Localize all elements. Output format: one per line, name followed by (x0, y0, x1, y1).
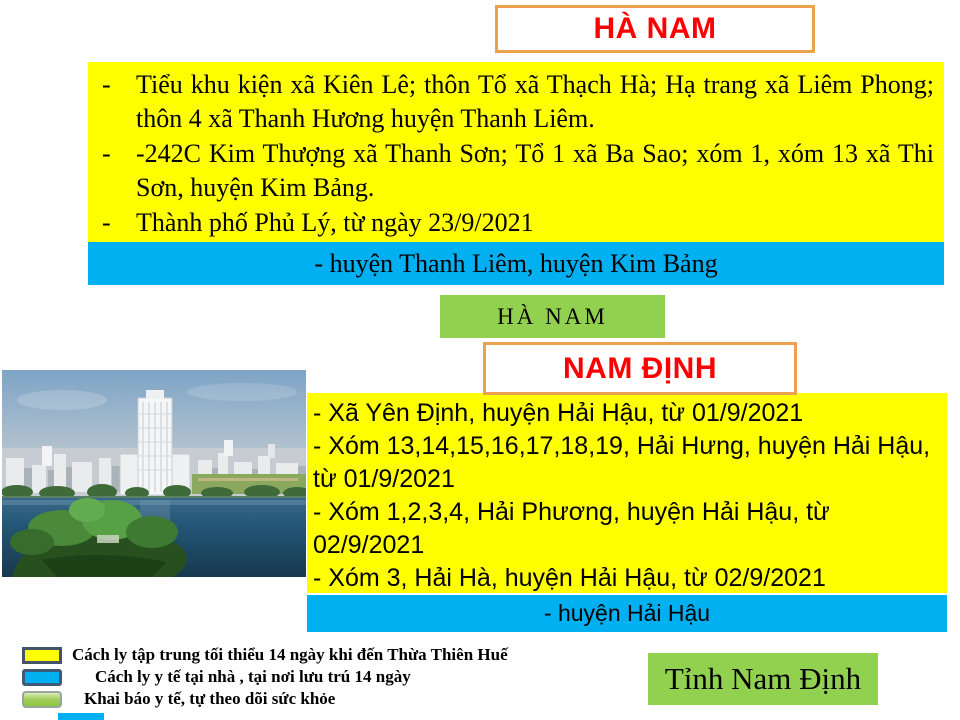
legend-row-health-declaration (22, 688, 622, 710)
hanam-districts-text: - huyện Thanh Liêm, huyện Kim Bảng (314, 248, 718, 278)
hanam-title-box (495, 5, 815, 53)
legend-label-3: Khai báo y tế, tự theo dõi sức khỏe (84, 689, 336, 708)
province-label-box (648, 653, 878, 705)
list-item (88, 206, 934, 240)
namdinh-title-box (483, 342, 797, 395)
list-item (88, 68, 934, 136)
bullet-dash: - (102, 208, 111, 237)
hanam-green-tag (440, 295, 665, 338)
hanam-tag-text: HÀ NAM (497, 303, 608, 329)
legend-label-2: Cách ly y tế tại nhà , tại nơi lưu trú 14 ngày (95, 667, 411, 686)
namdinh-district-bar (307, 595, 947, 632)
hanam-title: HÀ NAM (593, 12, 717, 45)
legend-row-home-isolation (22, 666, 622, 688)
hanam-locations-box (88, 62, 944, 242)
hanam-bullet-2: -242C Kim Thượng xã Thanh Sơn; Tổ 1 xã Ba Sao; xóm 1, xóm 13 xã Thi Sơn, huyện Kim Bảng. (136, 139, 934, 202)
namdinh-line-2: - Xóm 13,14,15,16,17,18,19, Hải Hưng, huyện Hải Hậu, từ 01/9/2021 (313, 432, 931, 493)
namdinh-line-3: - Xóm 1,2,3,4, Hải Phương, huyện Hải Hậu, từ 02/9/2021 (313, 498, 830, 559)
namdinh-title: NAM ĐỊNH (563, 351, 717, 385)
legend-label-1: Cách ly tập trung tối thiểu 14 ngày khi đến Thừa Thiên Huế (72, 645, 508, 664)
legend (22, 644, 622, 710)
namdinh-line-4: - Xóm 3, Hải Hà, huyện Hải Hậu, từ 02/9/2021 (313, 564, 826, 592)
green-swatch (22, 691, 62, 708)
namdinh-locations-box (307, 393, 947, 593)
hanam-bullet-3: Thành phố Phủ Lý, từ ngày 23/9/2021 (136, 208, 534, 237)
hanam-districts-bar (88, 242, 944, 285)
legend-row-quarantine (22, 644, 622, 666)
bullet-dash: - (102, 70, 111, 99)
blue-swatch (22, 669, 62, 686)
bullet-dash: - (102, 139, 111, 168)
namdinh-district-text: - huyện Hải Hậu (543, 600, 711, 626)
nam-dinh-city-photo (2, 370, 306, 577)
yellow-swatch (22, 647, 62, 664)
province-label-text: Tỉnh Nam Định (664, 661, 862, 696)
clipped-blue-shape (58, 713, 104, 720)
namdinh-line-1: - Xã Yên Định, huyện Hải Hậu, từ 01/9/2021 (313, 399, 804, 427)
list-item (88, 137, 934, 205)
hanam-bullet-1: Tiểu khu kiện xã Kiên Lê; thôn Tổ xã Thạch Hà; Hạ trang xã Liêm Phong; thôn 4 xã Thanh Hương huyện Thanh Liêm. (136, 70, 934, 133)
